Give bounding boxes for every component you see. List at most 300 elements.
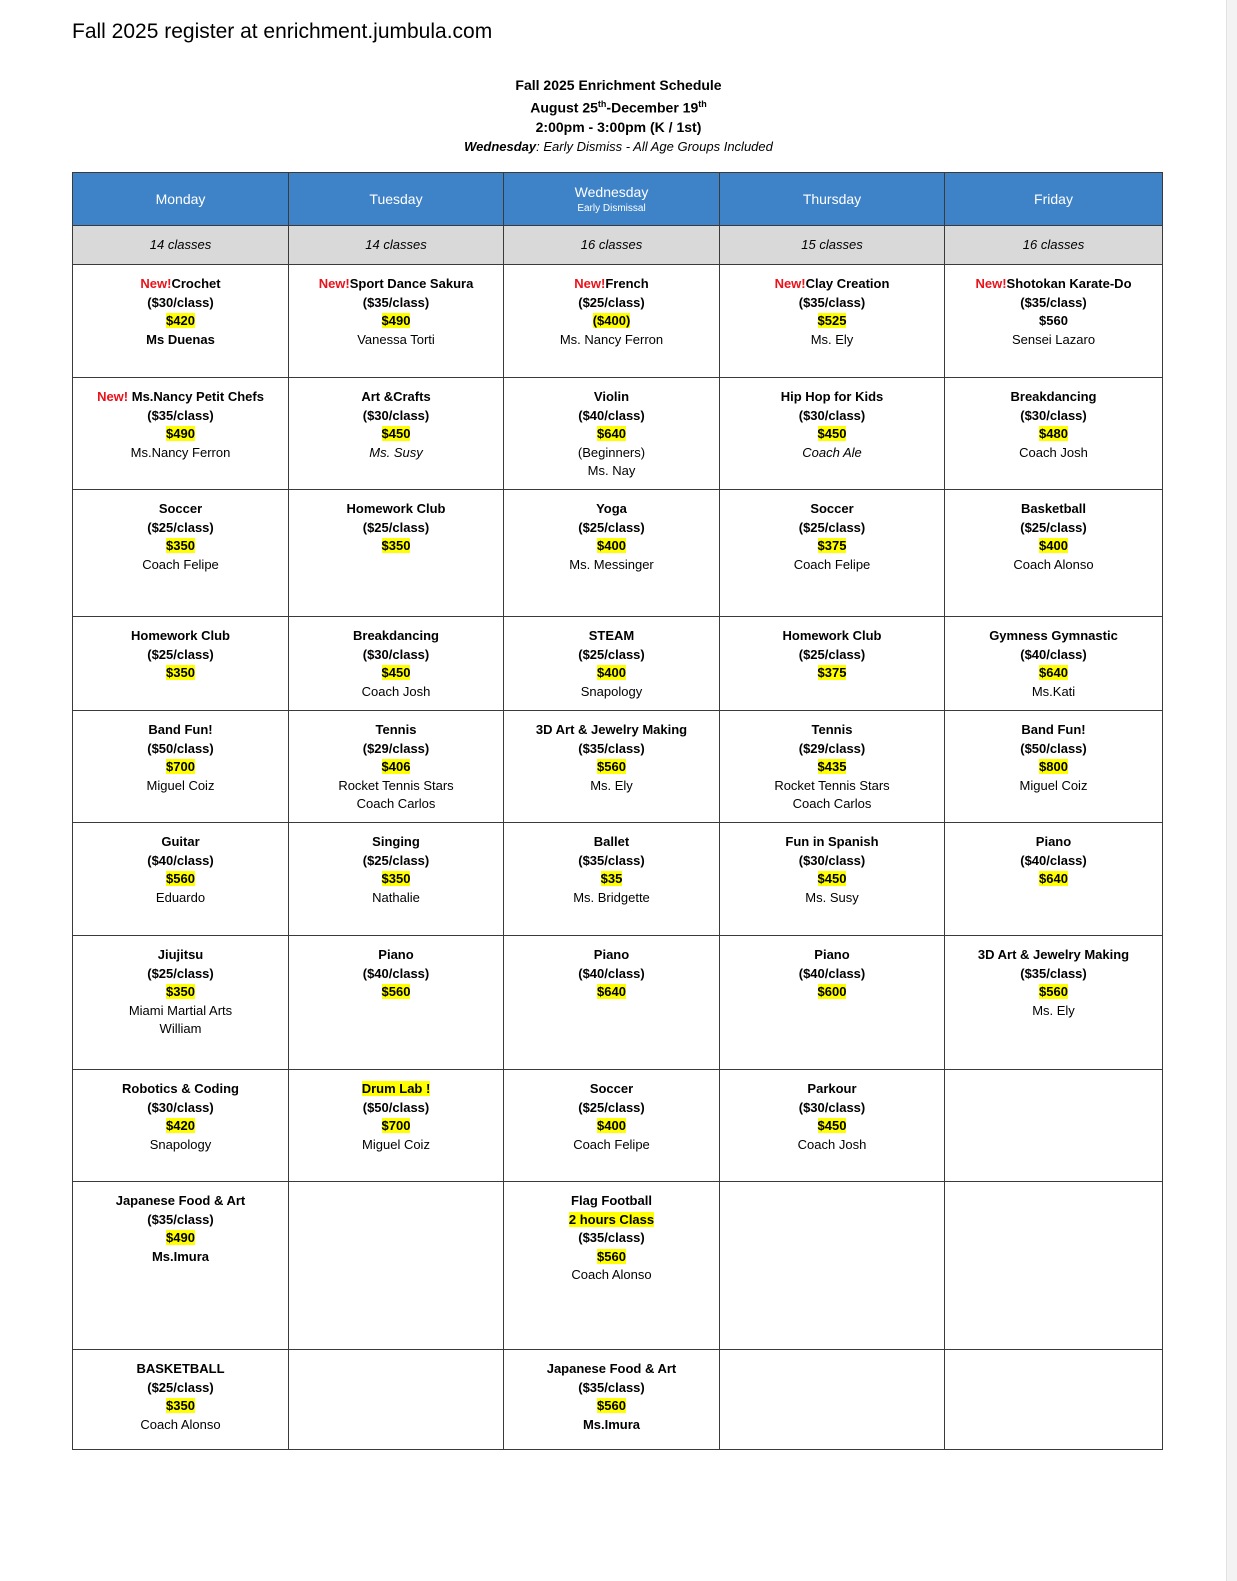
class-total: $400 [597, 1118, 626, 1133]
class-total-line [504, 312, 719, 331]
class-total: $350 [166, 538, 195, 553]
class-instructor: Miguel Coiz [362, 1136, 430, 1152]
class-cell [73, 711, 289, 823]
class-cell [73, 1182, 289, 1350]
class-count: 14 classes [73, 226, 289, 265]
class-cell [289, 1350, 504, 1450]
class-title-line [720, 721, 944, 740]
class-price: ($50/class) [362, 1099, 430, 1115]
class-title: Band Fun! [148, 722, 213, 737]
class-title-line [73, 1080, 288, 1099]
class-total-line [504, 870, 719, 889]
class-total-line [720, 983, 944, 1002]
class-price: ($35/class) [578, 1379, 645, 1395]
class-title-line [720, 500, 944, 519]
class-cell [289, 378, 504, 490]
class-total: $525 [817, 313, 847, 328]
class-total: $800 [1039, 759, 1068, 774]
class-instructor: Ms. Ely [590, 777, 633, 793]
class-title-line [73, 388, 288, 407]
class-total-line [945, 537, 1162, 556]
class-title-line [945, 721, 1162, 740]
class-price: ($40/class) [147, 852, 214, 868]
class-title-line [945, 500, 1162, 519]
class-cell [945, 265, 1163, 378]
class-total-line [504, 1117, 719, 1136]
class-total: $450 [817, 426, 847, 441]
class-title-line [73, 1192, 288, 1211]
class-total-line [945, 758, 1162, 777]
class-title-line [289, 500, 503, 519]
class-cell [289, 936, 504, 1070]
class-title-line [504, 946, 719, 965]
class-total-line [73, 1117, 288, 1136]
class-cell [504, 1070, 720, 1182]
table-row [73, 1182, 1163, 1350]
class-price: ($35/class) [578, 1230, 645, 1245]
schedule-dates: August 25th-December 19th [530, 99, 707, 116]
class-title: Tennis [375, 722, 417, 737]
class-total: $35 [600, 871, 623, 886]
table-row [73, 936, 1163, 1070]
table-row [73, 490, 1163, 617]
class-cell [289, 711, 504, 823]
class-title-line [73, 500, 288, 519]
table-row [73, 1070, 1163, 1182]
class-cell [73, 617, 289, 711]
class-grid [73, 265, 1163, 1450]
day-name: Friday [1034, 190, 1073, 207]
class-cell [720, 1182, 945, 1350]
class-price: ($35/class) [798, 294, 866, 310]
class-cell [504, 1182, 720, 1350]
class-title-line [945, 833, 1162, 852]
class-title: Japanese Food & Art [546, 1361, 677, 1376]
class-price: ($25/class) [147, 646, 214, 662]
class-instructor: Coach Carlos [356, 796, 436, 811]
class-cell [73, 1070, 289, 1182]
class-title-line [289, 1080, 503, 1099]
class-instructor: Ms Duenas [146, 331, 215, 347]
class-price: ($30/class) [362, 407, 430, 423]
class-title: BASKETBALL [136, 1361, 225, 1376]
class-total-line [73, 425, 288, 444]
class-instructor: Coach Ale [802, 444, 862, 460]
class-instructor: Coach Carlos [792, 796, 872, 811]
new-label: New! [97, 389, 132, 404]
table-row [73, 378, 1163, 490]
class-title: 3D Art & Jewelry Making [977, 947, 1130, 962]
class-total: $450 [381, 665, 411, 680]
class-price: ($35/class) [578, 852, 645, 868]
class-instructor: Ms. Ely [1032, 1002, 1075, 1018]
class-price: ($40/class) [362, 965, 430, 981]
class-total-line [289, 758, 503, 777]
day-header-wednesday [504, 173, 720, 226]
class-total-line [289, 870, 503, 889]
class-title-line [504, 1192, 719, 1211]
day-header-friday [945, 173, 1163, 226]
class-price: ($25/class) [578, 519, 645, 535]
class-title: Sport Dance Sakura [349, 276, 474, 291]
class-total-line [720, 870, 944, 889]
class-instructor: Ms.Kati [1031, 683, 1076, 699]
class-price: ($29/class) [798, 740, 866, 756]
class-instructor: Nathalie [372, 889, 420, 905]
class-total: $450 [817, 871, 847, 886]
class-total-line [945, 870, 1162, 889]
class-title: Gymness Gymnastic [989, 628, 1118, 643]
class-instructor: Vanessa Torti [357, 331, 435, 347]
class-instructor: Ms.Imura [151, 1248, 210, 1264]
registration-note: Fall 2025 register at enrichment.jumbula.com [72, 20, 493, 43]
class-total-line [720, 758, 944, 777]
class-title-line [504, 500, 719, 519]
class-cell [73, 936, 289, 1070]
class-instructor: Ms. Nancy Ferron [559, 331, 664, 347]
new-label: New! [318, 276, 350, 291]
class-title-line [945, 627, 1162, 646]
class-instructor: William [159, 1021, 202, 1036]
class-instructor: Coach Felipe [573, 1136, 650, 1152]
class-instructor: Ms. Ely [810, 331, 854, 347]
class-title: Drum Lab ! [361, 1081, 431, 1096]
class-total: $435 [817, 759, 847, 774]
class-cell [945, 617, 1163, 711]
day-name: Tuesday [369, 190, 423, 207]
day-name: Monday [155, 190, 206, 207]
class-title-line [945, 275, 1162, 294]
class-instructor: Snapology [580, 683, 643, 699]
class-title-line [73, 946, 288, 965]
class-title-line [73, 721, 288, 740]
class-title: Violin [593, 389, 630, 404]
class-cell [73, 823, 289, 936]
class-total-line [504, 537, 719, 556]
class-total: $490 [381, 313, 411, 328]
class-price: ($35/class) [362, 294, 430, 310]
class-price: ($25/class) [362, 852, 430, 868]
class-extra: 2 hours Class [568, 1211, 655, 1227]
class-price: ($25/class) [578, 294, 645, 310]
class-total: ($400) [592, 313, 631, 328]
class-instructor: Coach Josh [797, 1136, 867, 1152]
class-title: Homework Club [131, 628, 230, 643]
class-total: $600 [817, 984, 847, 999]
class-title-line [73, 1360, 288, 1379]
class-cell [945, 1350, 1163, 1450]
class-total: $406 [381, 759, 411, 774]
class-price: ($30/class) [362, 646, 430, 662]
class-title: Parkour [807, 1081, 857, 1096]
class-title: Tennis [811, 722, 853, 737]
class-title-line [504, 1360, 719, 1379]
class-count: 15 classes [720, 226, 945, 265]
class-price: ($35/class) [147, 407, 214, 423]
day-name: Thursday [802, 190, 862, 207]
class-total: $640 [597, 984, 626, 999]
class-cell [73, 378, 289, 490]
class-total-line [73, 758, 288, 777]
class-total-line [720, 664, 944, 683]
wednesday-note: Wednesday: Early Dismiss - All Age Groups Included [464, 138, 773, 154]
class-total-line [289, 1117, 503, 1136]
class-instructor: Coach Alonso [1013, 556, 1094, 572]
class-total-line [289, 425, 503, 444]
class-price: ($35/class) [1020, 294, 1087, 310]
class-total: $420 [166, 313, 195, 328]
class-instructor: Coach Felipe [142, 556, 219, 572]
class-price: ($40/class) [1020, 852, 1087, 868]
class-total: $490 [166, 426, 195, 441]
class-title: Homework Club [346, 501, 446, 516]
class-cell [720, 1070, 945, 1182]
class-total-line [504, 664, 719, 683]
class-price: ($25/class) [798, 646, 866, 662]
class-cell [289, 1182, 504, 1350]
class-cell [73, 490, 289, 617]
class-title: Homework Club [782, 628, 882, 643]
class-price: ($35/class) [578, 740, 645, 756]
class-instructor: Rocket Tennis Stars [338, 777, 454, 793]
day-header-row [73, 173, 1163, 226]
class-total: $350 [381, 871, 411, 886]
class-title: Breakdancing [1010, 389, 1097, 404]
class-title: Clay Creation [805, 276, 890, 291]
class-title-line [504, 1080, 719, 1099]
class-price: ($40/class) [578, 407, 645, 423]
class-total-line [504, 983, 719, 1002]
class-title-line [504, 721, 719, 740]
class-cell [945, 490, 1163, 617]
class-count: 16 classes [945, 226, 1163, 265]
class-price: ($25/class) [578, 1099, 645, 1115]
class-total-line [73, 1229, 288, 1248]
class-total-line [73, 983, 288, 1002]
class-title: Robotics & Coding [122, 1081, 239, 1096]
table-row [73, 265, 1163, 378]
schedule-title: Fall 2025 Enrichment Schedule [515, 77, 722, 93]
class-cell [504, 265, 720, 378]
class-cell [289, 490, 504, 617]
class-title-line [289, 721, 503, 740]
class-instructor: Coach Felipe [793, 556, 871, 572]
class-title: Breakdancing [353, 628, 439, 643]
class-cell [289, 617, 504, 711]
class-title: Piano [378, 947, 414, 962]
schedule-time: 2:00pm - 3:00pm (K / 1st) [535, 118, 702, 135]
class-title: Fun in Spanish [785, 834, 879, 849]
schedule-table [72, 172, 1163, 1450]
class-total-line [720, 1117, 944, 1136]
class-price: ($25/class) [147, 965, 214, 981]
class-price: ($25/class) [147, 1379, 214, 1395]
class-cell [73, 1350, 289, 1450]
class-title-line [720, 946, 944, 965]
class-total-line [504, 1397, 719, 1416]
class-total-line [720, 312, 944, 331]
class-title: Piano [814, 947, 850, 962]
class-title-line [720, 275, 944, 294]
class-title: Singing [372, 834, 420, 849]
class-total-line [289, 537, 503, 556]
class-total-line [945, 425, 1162, 444]
class-total: $700 [166, 759, 195, 774]
class-title: Soccer [158, 501, 203, 516]
class-total: $400 [597, 538, 626, 553]
class-total-line [73, 664, 288, 683]
class-cell [720, 823, 945, 936]
class-title: Japanese Food & Art [115, 1193, 246, 1208]
class-price: ($30/class) [1020, 407, 1087, 423]
class-cell [720, 378, 945, 490]
class-cell [720, 617, 945, 711]
class-total-line [289, 664, 503, 683]
class-total: $420 [166, 1118, 195, 1133]
class-price: ($25/class) [147, 519, 214, 535]
class-instructor: Ms.Imura [582, 1416, 641, 1432]
class-title: 3D Art & Jewelry Making [535, 722, 688, 737]
class-price: ($30/class) [147, 1099, 214, 1115]
class-price: ($35/class) [1020, 965, 1087, 981]
class-title-line [945, 946, 1162, 965]
class-total: $560 [597, 759, 626, 774]
class-price: ($50/class) [147, 740, 214, 756]
class-title: Ballet [593, 834, 630, 849]
class-total-line [73, 537, 288, 556]
class-total-line [73, 312, 288, 331]
class-instructor: Coach Josh [361, 683, 431, 699]
class-title-line [504, 627, 719, 646]
table-row [73, 711, 1163, 823]
table-row [73, 617, 1163, 711]
class-total: $450 [817, 1118, 847, 1133]
class-title: Shotokan Karate-Do [1006, 276, 1132, 291]
new-label: New! [574, 276, 606, 291]
class-total-line [720, 537, 944, 556]
class-price: ($30/class) [798, 407, 866, 423]
class-instructor: Rocket Tennis Stars [774, 777, 890, 793]
class-total-line [945, 983, 1162, 1002]
class-cell [504, 490, 720, 617]
class-total-line [504, 1248, 719, 1267]
schedule-heading [0, 76, 1237, 156]
class-title: Soccer [589, 1081, 634, 1096]
class-count: 14 classes [289, 226, 504, 265]
class-instructor: Miami Martial Arts [128, 1002, 233, 1018]
class-cell [504, 936, 720, 1070]
class-instructor: Ms.Nancy Ferron [130, 444, 231, 460]
class-total: $640 [1039, 871, 1068, 886]
class-cell [945, 711, 1163, 823]
day-name: Wednesday [574, 184, 649, 201]
class-title: Jiujitsu [157, 947, 204, 962]
class-total: $375 [817, 538, 847, 553]
class-total: $350 [381, 538, 411, 553]
class-title-line [289, 946, 503, 965]
class-title-line [73, 275, 288, 294]
class-title: STEAM [588, 628, 635, 643]
class-total-line [504, 425, 719, 444]
table-row [73, 823, 1163, 936]
class-total: $350 [166, 984, 195, 999]
class-instructor: Snapology [149, 1136, 212, 1152]
day-header-tuesday [289, 173, 504, 226]
class-title: Guitar [161, 834, 200, 849]
class-instructor: Sensei Lazaro [1011, 331, 1096, 347]
class-title-line [720, 833, 944, 852]
class-cell [945, 1182, 1163, 1350]
class-title-line [289, 833, 503, 852]
class-title-line [504, 833, 719, 852]
class-cell [945, 936, 1163, 1070]
class-total-line [73, 1397, 288, 1416]
class-title-line [289, 275, 503, 294]
class-instructor: Coach Josh [1019, 444, 1088, 460]
class-title: Yoga [596, 501, 627, 516]
new-label: New! [774, 276, 806, 291]
class-cell [73, 265, 289, 378]
class-count: 16 classes [504, 226, 720, 265]
class-title: Ms.Nancy Petit Chefs [131, 389, 264, 404]
class-price: ($35/class) [147, 1211, 214, 1227]
class-price: ($29/class) [362, 740, 430, 756]
class-price: ($40/class) [798, 965, 866, 981]
class-title-line [945, 388, 1162, 407]
class-title: Basketball [1020, 501, 1087, 516]
class-total: $490 [166, 1230, 195, 1245]
class-cell [504, 378, 720, 490]
class-title: Art &Crafts [361, 389, 431, 404]
class-total: $640 [597, 426, 626, 441]
class-price: ($30/class) [147, 294, 214, 310]
class-total: $350 [166, 665, 195, 680]
class-instructor: Ms. Messinger [569, 556, 654, 572]
class-cell [720, 490, 945, 617]
class-title: Flag Football [571, 1193, 652, 1208]
class-cell [289, 823, 504, 936]
class-total: $640 [1039, 665, 1068, 680]
class-instructor: Ms. Nay [587, 463, 636, 478]
class-price: ($40/class) [1020, 646, 1087, 662]
class-total: $700 [381, 1118, 411, 1133]
class-instructor: Eduardo [155, 889, 206, 905]
class-cell [720, 265, 945, 378]
day-header-thursday [720, 173, 945, 226]
class-cell [289, 1070, 504, 1182]
class-price: ($40/class) [578, 965, 645, 981]
new-label: New! [140, 276, 172, 291]
class-instructor: Miguel Coiz [146, 777, 215, 793]
class-cell [289, 265, 504, 378]
class-total: $450 [381, 426, 411, 441]
class-cell [720, 936, 945, 1070]
day-header-monday [73, 173, 289, 226]
class-cell [504, 711, 720, 823]
class-cell [720, 711, 945, 823]
class-title: Band Fun! [1021, 722, 1086, 737]
class-cell [720, 1350, 945, 1450]
class-cell [945, 1070, 1163, 1182]
class-total: $375 [817, 665, 847, 680]
class-title-line [73, 627, 288, 646]
day-subtitle: Early Dismissal [577, 202, 646, 214]
class-title-line [289, 388, 503, 407]
class-instructor: Coach Alonso [140, 1416, 221, 1432]
class-total: $560 [597, 1248, 626, 1264]
class-total-line [720, 425, 944, 444]
page-edge [1226, 0, 1237, 1581]
